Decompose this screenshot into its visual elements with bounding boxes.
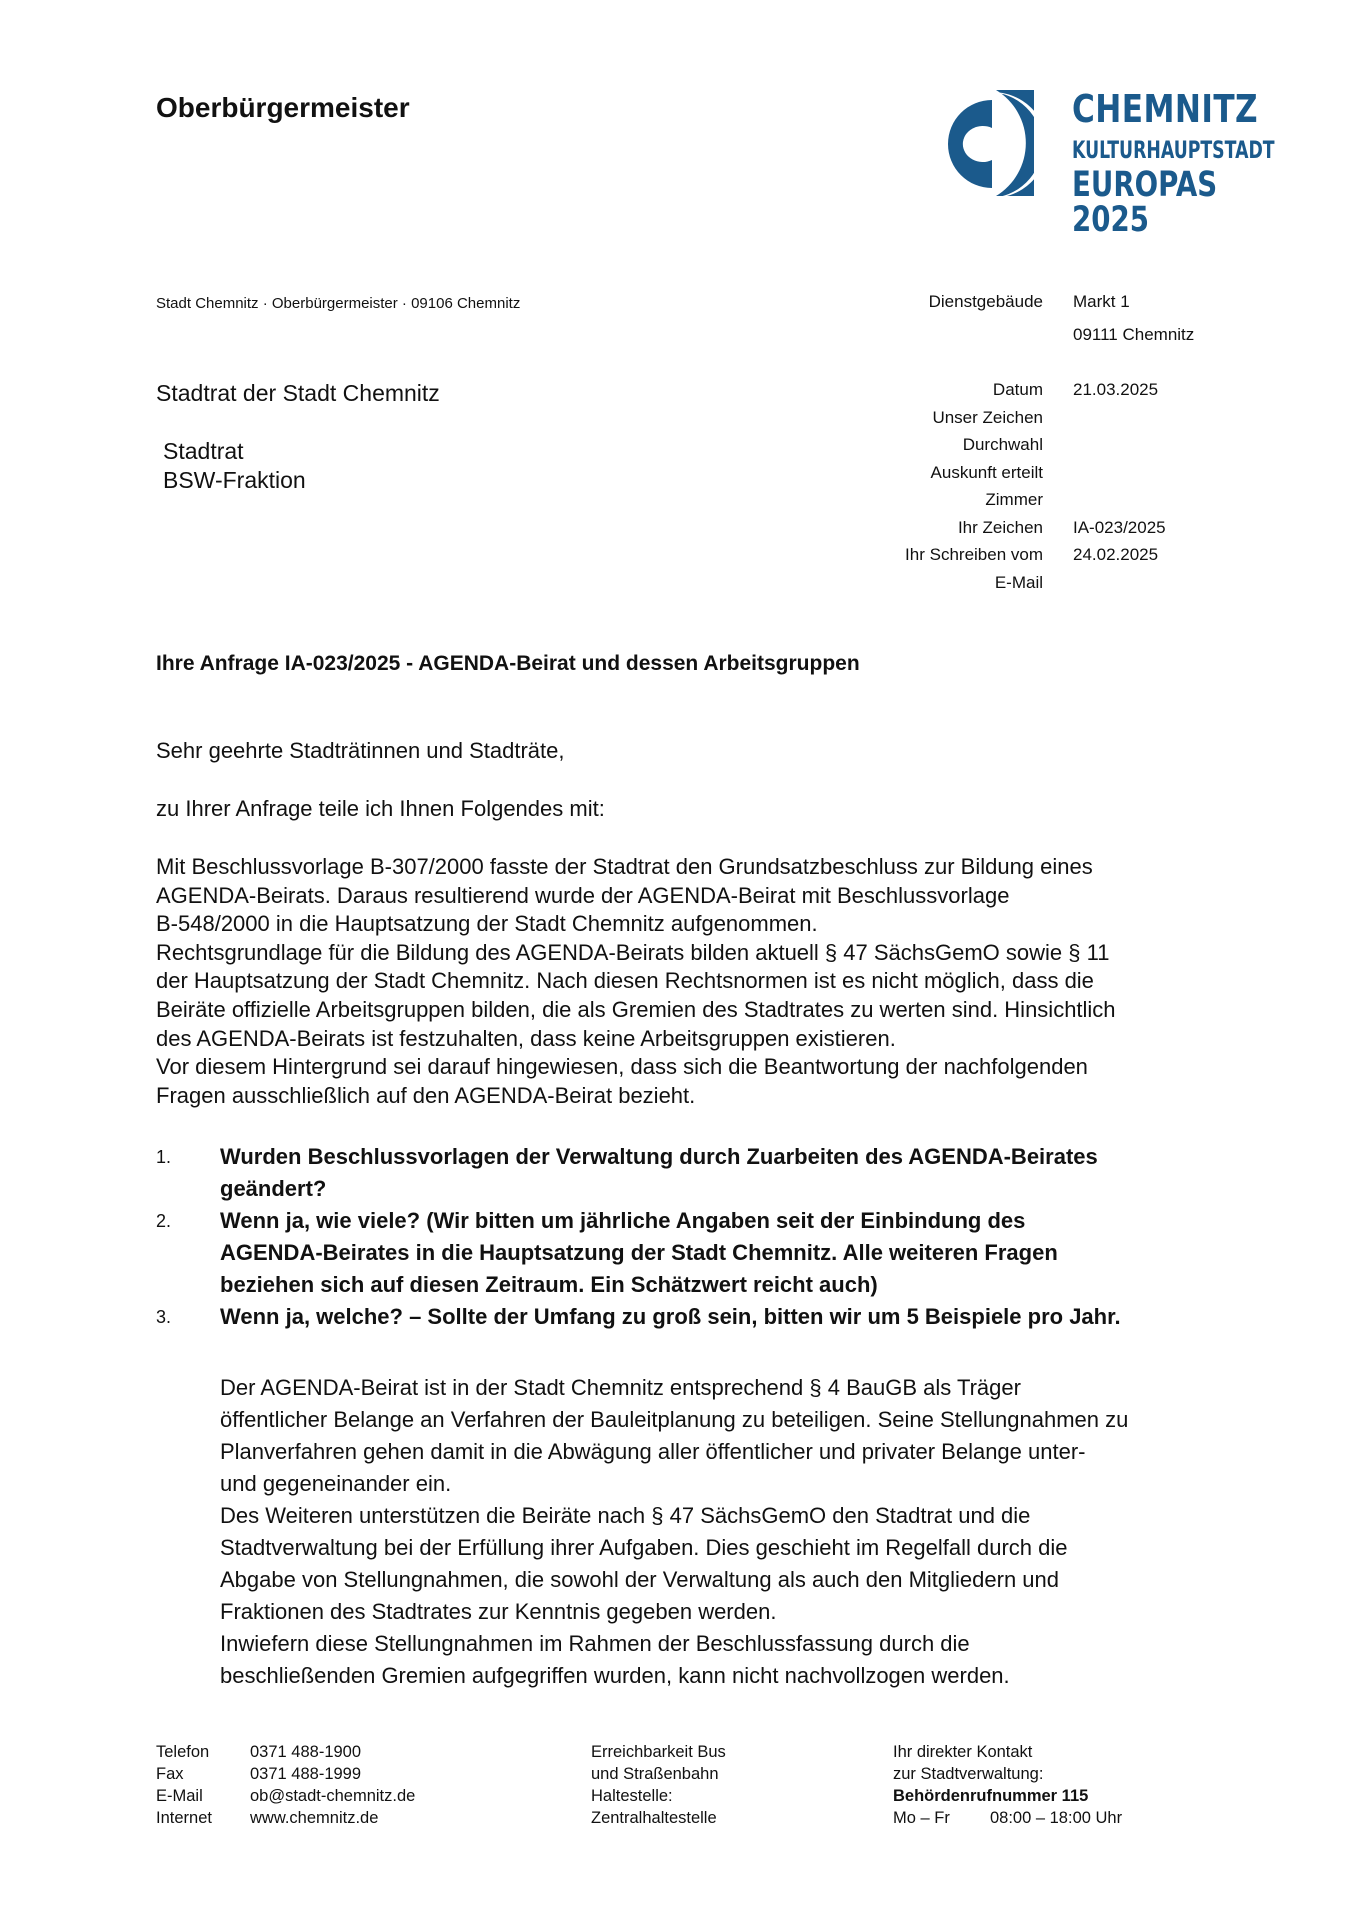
footer-transit-line: und Straßenbahn bbox=[591, 1765, 719, 1783]
info-row bbox=[860, 518, 1280, 544]
chemnitz-logo bbox=[926, 87, 1275, 240]
answer-line: Der AGENDA-Beirat ist in der Stadt Chemnitz entsprechend § 4 BauGB als Träger bbox=[220, 1375, 1021, 1400]
footer-transit-line: Haltestelle: bbox=[591, 1787, 673, 1805]
body-line: Mit Beschlussvorlage B-307/2000 fasste der Stadtrat den Grundsatzbeschluss zur Bildung eines bbox=[156, 854, 1093, 879]
body-line: der Hauptsatzung der Stadt Chemnitz. Nach diesen Rechtsnormen ist es nicht möglich, dass die bbox=[156, 968, 1094, 994]
question-item bbox=[156, 1301, 1276, 1333]
logo-text-kulturhauptstadt: KULTURHAUPTSTADT bbox=[1072, 136, 1275, 164]
info-row bbox=[860, 490, 1280, 516]
footer-transit-line: Zentralhaltestelle bbox=[591, 1809, 717, 1827]
answer-line: Inwiefern diese Stellungnahmen im Rahmen der Beschlussfassung durch die bbox=[220, 1631, 970, 1656]
body-line: des AGENDA-Beirats ist festzuhalten, dass keine Arbeitsgruppen existieren. bbox=[156, 1025, 896, 1051]
footer-label: Internet bbox=[156, 1809, 212, 1827]
question-number: 2. bbox=[156, 1211, 172, 1231]
footer-direct-line: zur Stadtverwaltung: bbox=[893, 1765, 1044, 1783]
question-line: Wurden Beschlussvorlagen der Verwaltung durch Zuarbeiten des AGENDA-Beirates bbox=[220, 1144, 1098, 1169]
info-label: Ihr Zeichen bbox=[957, 517, 1043, 537]
question-text bbox=[220, 1141, 1276, 1205]
answer-line: öffentlicher Belange an Verfahren der Bauleitplanung zu beteiligen. Seine Stellungnahmen zu bbox=[220, 1407, 1129, 1432]
info-value: Markt 1 bbox=[1073, 292, 1130, 311]
question-line: Wenn ja, wie viele? (Wir bitten um jährliche Angaben seit der Einbindung des bbox=[220, 1208, 1026, 1233]
footer-website-link[interactable]: www.chemnitz.de bbox=[250, 1809, 379, 1827]
footer-direct-contact bbox=[893, 1741, 1122, 1829]
answer-line: Des Weiteren unterstützen die Beiräte nach § 47 SächsGemO den Stadtrat und die bbox=[220, 1503, 1031, 1528]
footer-label: Telefon bbox=[156, 1743, 210, 1761]
question-line: Wenn ja, welche? – Sollte der Umfang zu groß sein, bitten wir um 5 Beispiele pro Jahr. bbox=[220, 1304, 1121, 1329]
info-label: Datum bbox=[992, 380, 1043, 399]
answer-paragraph bbox=[220, 1372, 1280, 1692]
logo-text-europas: EUROPAS 2025 bbox=[1072, 165, 1218, 240]
answer-line: Stadtverwaltung bei der Erfüllung ihrer Aufgaben. Dies geschieht im Regelfall durch die bbox=[220, 1535, 1068, 1560]
info-label: Durchwahl bbox=[962, 435, 1043, 454]
info-label: Zimmer bbox=[985, 490, 1043, 509]
answer-line: beschließenden Gremien aufgegriffen wurden, kann nicht nachvollzogen werden. bbox=[220, 1663, 1010, 1688]
answer-line: Fraktionen des Stadtrates zur Kenntnis gegeben werden. bbox=[220, 1599, 777, 1624]
info-row-office bbox=[860, 292, 1280, 318]
footer-fax: 0371 488-1999 bbox=[250, 1765, 362, 1783]
footer-label: Fax bbox=[156, 1765, 184, 1783]
info-label: Dienstgebäude bbox=[928, 292, 1043, 311]
info-row bbox=[860, 573, 1280, 599]
salutation: Sehr geehrte Stadträtinnen und Stadträte, bbox=[156, 738, 565, 763]
answer-line: Abgabe von Stellungnahmen, die sowohl der Verwaltung als auch den Mitgliedern und bbox=[220, 1567, 1060, 1592]
footer-contact bbox=[156, 1741, 415, 1829]
question-list bbox=[156, 1141, 1276, 1333]
info-row bbox=[860, 545, 1280, 571]
recipient-line-3: BSW-Fraktion bbox=[163, 467, 306, 493]
footer-transit-line: Erreichbarkeit Bus bbox=[591, 1743, 726, 1761]
question-line: beziehen sich auf diesen Zeitraum. Ein Schätzwert reicht auch) bbox=[220, 1272, 878, 1297]
logo-text-chemnitz: CHEMNITZ bbox=[1072, 87, 1259, 131]
info-value: 21.03.2025 bbox=[1073, 380, 1159, 399]
question-item bbox=[156, 1141, 1276, 1205]
info-row-office-city bbox=[860, 325, 1280, 351]
info-label: Ihr Schreiben vom bbox=[905, 545, 1043, 564]
info-row bbox=[860, 435, 1280, 461]
info-value: 09111 Chemnitz bbox=[1073, 325, 1195, 344]
recipient-line-1: Stadtrat der Stadt Chemnitz bbox=[156, 380, 440, 406]
body-paragraph bbox=[156, 853, 1266, 1110]
question-text bbox=[220, 1205, 1276, 1301]
question-number: 1. bbox=[156, 1147, 172, 1167]
info-label: Auskunft erteilt bbox=[930, 462, 1043, 482]
page-title: Oberbürgermeister bbox=[156, 92, 410, 123]
info-label: Unser Zeichen bbox=[932, 407, 1043, 427]
footer-days: Mo – Fr bbox=[893, 1809, 950, 1827]
chemnitz-c-logo-icon bbox=[926, 88, 1038, 200]
recipient-block bbox=[163, 437, 306, 495]
question-text bbox=[220, 1301, 1276, 1333]
recipient-line-2: Stadtrat bbox=[163, 438, 244, 464]
question-line: AGENDA-Beirates in die Hauptsatzung der Stadt Chemnitz. Alle weiteren Fragen bbox=[220, 1240, 1058, 1265]
question-item bbox=[156, 1205, 1276, 1301]
footer-direct-line: Ihr direkter Kontakt bbox=[893, 1743, 1033, 1761]
body-line: AGENDA-Beirats. Daraus resultierend wurde der AGENDA-Beirat mit Beschlussvorlage bbox=[156, 882, 1010, 908]
info-row bbox=[860, 408, 1280, 434]
body-line: Rechtsgrundlage für die Bildung des AGENDA-Beirats bilden aktuell § 47 SächsGemO sowie § 11 bbox=[156, 939, 1110, 965]
intro-line: zu Ihrer Anfrage teile ich Ihnen Folgendes mit: bbox=[156, 796, 605, 821]
footer-hotline: Behördenrufnummer 115 bbox=[893, 1787, 1089, 1805]
body-line: Beiräte offizielle Arbeitsgruppen bilden, die als Gremien des Stadtrates zu werten sind. Hinsichtlich bbox=[156, 996, 1116, 1022]
letter-subject: Ihre Anfrage IA-023/2025 - AGENDA-Beirat und dessen Arbeitsgruppen bbox=[156, 652, 860, 675]
question-line: geändert? bbox=[220, 1176, 327, 1201]
info-row bbox=[860, 463, 1280, 489]
footer-hours: 08:00 – 18:00 Uhr bbox=[990, 1809, 1123, 1827]
footer-email-link[interactable]: ob@stadt-chemnitz.de bbox=[250, 1787, 416, 1805]
body-line: Fragen ausschließlich auf den AGENDA-Beirat bezieht. bbox=[156, 1082, 696, 1108]
body-line: B-548/2000 in die Hauptsatzung der Stadt Chemnitz aufgenommen. bbox=[156, 911, 818, 937]
question-number: 3. bbox=[156, 1307, 172, 1327]
info-value: 24.02.2025 bbox=[1073, 545, 1159, 564]
info-row bbox=[860, 380, 1280, 406]
footer-transit bbox=[591, 1741, 726, 1829]
body-line: Vor diesem Hintergrund sei darauf hingewiesen, dass sich die Beantwortung der nachfolgenden bbox=[156, 1054, 1088, 1080]
footer-label: E-Mail bbox=[156, 1787, 203, 1805]
footer-phone: 0371 488-1900 bbox=[250, 1743, 362, 1761]
answer-line: Planverfahren gehen damit in die Abwägung aller öffentlicher und privater Belange unter- bbox=[220, 1439, 1086, 1464]
info-label: E-Mail bbox=[994, 572, 1043, 592]
sender-address-line: Stadt Chemnitz · Oberbürgermeister · 09106 Chemnitz bbox=[156, 295, 521, 312]
answer-line: und gegeneinander ein. bbox=[220, 1471, 452, 1496]
info-value: IA-023/2025 bbox=[1073, 517, 1166, 537]
